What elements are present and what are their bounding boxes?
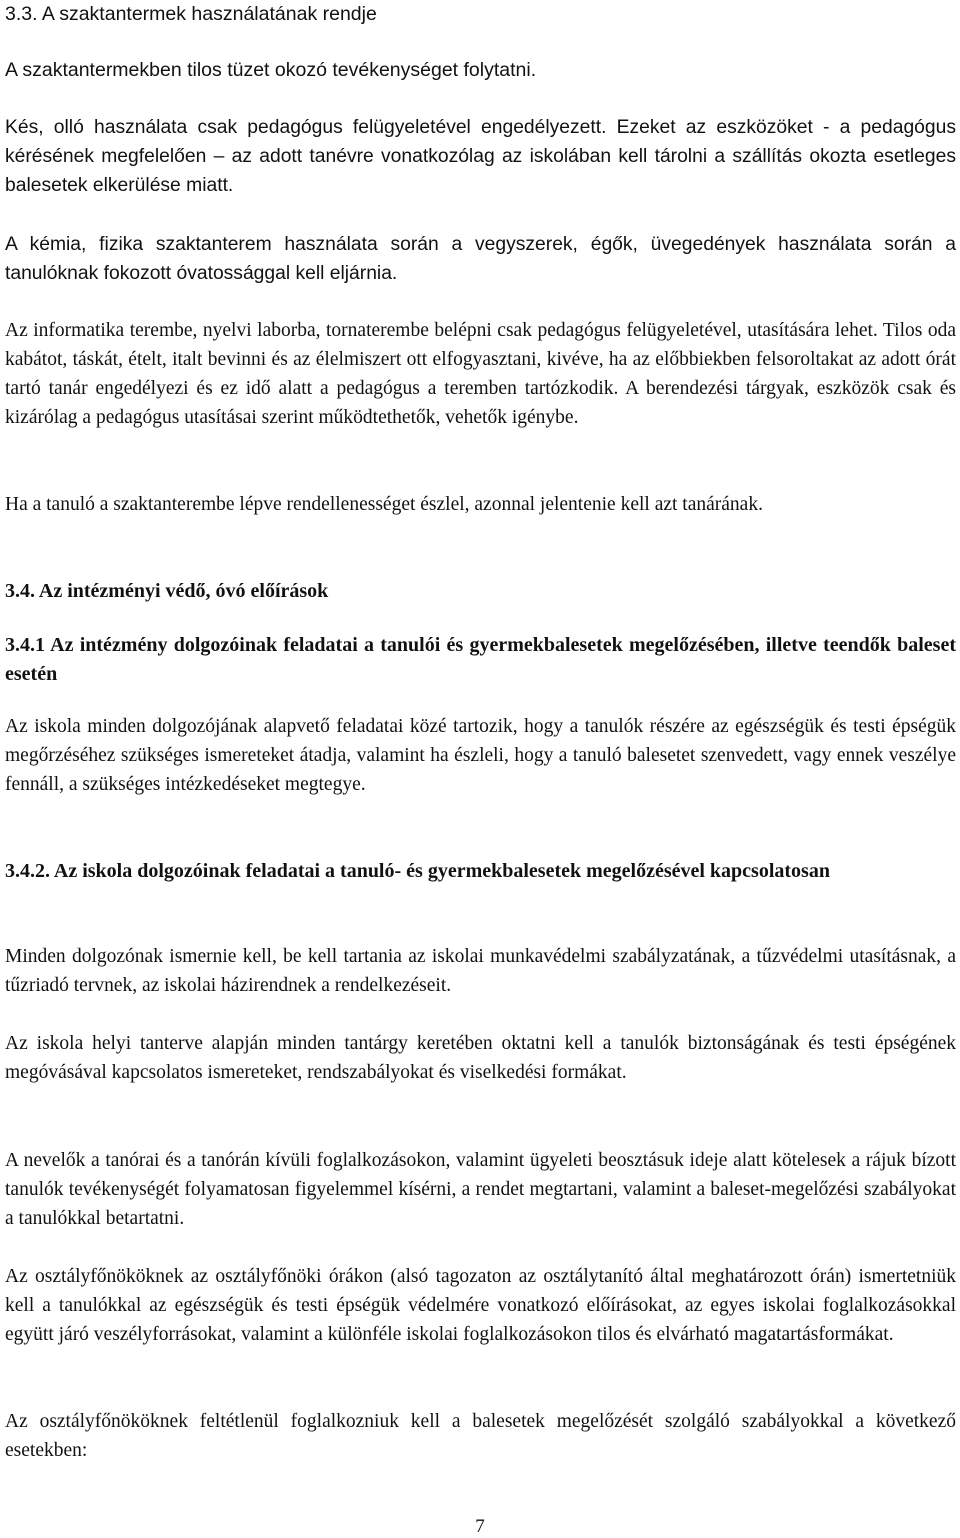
page-number: 7 bbox=[475, 1516, 485, 1537]
paragraph-chemistry-physics: A kémia, fizika szaktanterem használata során a vegyszerek, égők, üvegedények használata során a tanulóknak fokozott óvatossággal kell eljárnia. bbox=[5, 234, 956, 284]
subsection-title-3-4-2: 3.4.2. Az iskola dolgozóinak feladatai a tanuló- és gyermekbalesetek megelőzésével kapcsolatosan bbox=[5, 860, 830, 882]
paragraph-accident-prevention-cases: Az osztályfőnököknek feltétlenül foglalkozniuk kell a balesetek megelőzését szolgáló szabályokkal a következő esetekben: bbox=[5, 1411, 956, 1461]
section-title-3-4: 3.4. Az intézményi védő, óvó előírások bbox=[5, 580, 329, 602]
paragraph-teachers-supervision: A nevelők a tanórai és a tanórán kívüli foglalkozásokon, valamint ügyeleti beosztásuk ideje alatt kötelesek a rájuk bízott tanulók tevékenységét folyamatosan figyelemmel kísérni, a rendet megtartani, valamint a baleset-megelőzési szabályokat a tanulókkal betartatni. bbox=[5, 1150, 956, 1229]
paragraph-informatics-rooms: Az informatika terembe, nyelvi laborba, tornaterembe belépni csak pedagógus felügyeletével, utasítására lehet. Tilos oda kabátot, táskát, ételt, italt bevinni és az élelmiszert ott elfogyasztani, kivéve, ha az előbbiekben felsoroltakat az adott órát tartó tanár engedélyezi és ez idő alatt a pedagógus a teremben tartózkodik. A berendezési tárgyak, eszközök csak és kizárólag a pedagógus utasításai szerint működtethetők, vehetők igénybe. bbox=[5, 320, 956, 428]
paragraph-knife-scissors: Kés, olló használata csak pedagógus felügyeletével engedélyezett. Ezeket az eszközöket - a pedagógus kérésének megfelelően – az adott tanévre vonatkozólag az iskolában kell tárolni a szállítás okozta esetleges balesetek elkerülése miatt. bbox=[5, 117, 956, 196]
section-title-3-3: 3.3. A szaktantermek használatának rendje bbox=[5, 3, 377, 25]
subsection-title-3-4-1: 3.4.1 Az intézmény dolgozóinak feladatai a tanulói és gyermekbalesetek megelőzésében, illetve teendők baleset esetén bbox=[5, 634, 956, 685]
paragraph-fire-ban: A szaktantermekben tilos tüzet okozó tevékenységet folytatni. bbox=[5, 59, 537, 81]
paragraph-staff-duties: Az iskola minden dolgozójának alapvető feladatai közé tartozik, hogy a tanulók részére az egészségük és testi épségük megőrzéséhez szükséges ismereteket átadja, valamint ha észleli, hogy a tanuló balesetet szenvedett, vagy ennek veszélye fennáll, a szükséges intézkedéseket megtegye. bbox=[5, 716, 956, 795]
paragraph-form-teachers-lessons: Az osztályfőnököknek az osztályfőnöki órákon (alsó tagozaton az osztálytanító által meghatározott órán) ismertetniük kell a tanulókkal az egészségük és testi épségük védelmére vonatkozó előírásokat, az egyes iskolai foglalkozásokkal együtt járó veszélyforrásokat, valamint a különféle iskolai foglalkozásokon tilos és elvárható magatartásformákat. bbox=[5, 1266, 956, 1345]
paragraph-report-irregularity: Ha a tanuló a szaktanterembe lépve rendellenességet észlel, azonnal jelentenie kell azt tanárának. bbox=[5, 494, 763, 515]
paragraph-curriculum-safety: Az iskola helyi tanterve alapján minden tantárgy keretében oktatni kell a tanulók biztonságának és testi épségének megóvásával kapcsolatos ismereteket, rendszabályokat és viselkedési formákat. bbox=[5, 1033, 956, 1083]
paragraph-safety-regulations: Minden dolgozónak ismernie kell, be kell tartania az iskolai munkavédelmi szabályzatának, a tűzvédelmi utasításnak, a tűzriadó tervnek, az iskolai házirendnek a rendelkezéseit. bbox=[5, 946, 956, 996]
